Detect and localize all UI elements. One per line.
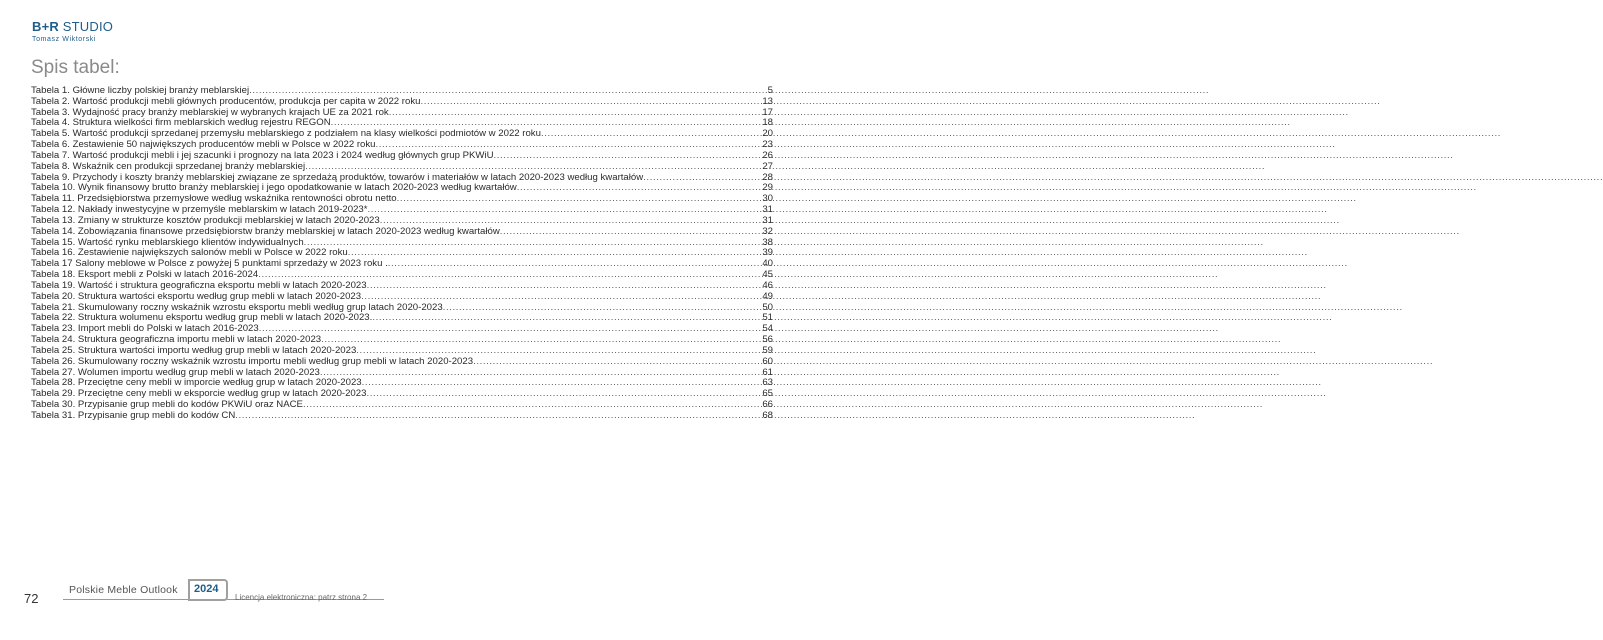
toc-entry-label: Tabela 7. Wartość produkcji mebli i jej szacunki i prognozy na lata 2023 i 2024 według głównych grup PKWiU <box>31 149 494 161</box>
toc-entry-label: Tabela 13. Zmiany w strukturze kosztów produkcji meblarskiej w latach 2020-2023 <box>31 214 380 226</box>
toc-entry-page: 31 <box>762 204 773 216</box>
toc-entry-label: Tabela 15. Wartość rynku meblarskiego klientów indywidualnych <box>31 236 304 248</box>
toc-entry-label: Tabela 31. Przypisanie grup mebli do kodów CN <box>31 409 236 421</box>
toc-entry-label: Tabela 20. Struktura wartości eksportu według grup mebli w latach 2020-2023 <box>31 290 362 302</box>
table-of-contents <box>31 86 773 422</box>
toc-entry-label: Tabela 18. Eksport mebli z Polski w latach 2016-2024 <box>31 269 259 281</box>
toc-entry-page: 20 <box>762 128 773 140</box>
toc-entry-page: 18 <box>762 117 773 129</box>
toc-entry-label: Tabela 9. Przychody i koszty branży meblarskiej związane ze sprzedażą produktów, towarów i materiałów w latach 2020-2023 według kwartałów <box>31 171 644 183</box>
toc-entry-page: 28 <box>762 171 773 183</box>
publication-year: 2024 <box>194 583 219 595</box>
toc-entry-page: 50 <box>762 301 773 313</box>
toc-entry-page: 66 <box>762 399 773 410</box>
year-badge <box>188 579 228 601</box>
toc-leader-dots <box>305 162 761 173</box>
toc-entry[interactable] <box>31 357 773 368</box>
toc-entry-page: 40 <box>762 258 773 270</box>
toc-entry-page: 46 <box>762 279 773 291</box>
toc-entry-page: 61 <box>762 366 773 378</box>
toc-entry-page: 27 <box>762 160 773 172</box>
toc-entry-page: 56 <box>762 334 773 346</box>
toc-entry-page: 29 <box>762 182 773 194</box>
toc-leader-dots <box>473 357 761 368</box>
toc-entry-label: Tabela 5. Wartość produkcji sprzedanej przemysłu meblarskiego z podziałem na klasy wielkości podmiotów w 2022 roku <box>31 128 541 140</box>
toc-entry-page: 45 <box>762 269 773 281</box>
toc-entry-page: 13 <box>762 95 773 107</box>
toc-leader-dots <box>235 411 761 422</box>
toc-entry-label: Tabela 11. Przedsiębiorstwa przemysłowe według wskaźnika rentowności obrotu netto <box>31 193 397 205</box>
license-note: Licencja elektroniczna: patrz strona 2 <box>235 593 368 602</box>
toc-entry-page: 68 <box>762 409 773 421</box>
toc-entry-label: Tabela 29. Przeciętne ceny mebli w eksporcie według grup w latach 2020-2023 <box>31 388 367 400</box>
toc-entry-label: Tabela 12. Nakłady inwestycyjne w przemyśle meblarskim w latach 2019-2023* <box>31 204 368 216</box>
logo-wordmark <box>32 20 113 34</box>
toc-entry-page: 38 <box>762 236 773 248</box>
toc-entry-label: Tabela 26. Skumulowany roczny wskaźnik wzrostu importu mebli według grup mebli w latach 2020-2023 <box>31 355 474 367</box>
toc-leader-dots <box>500 227 762 238</box>
toc-entry-page: 59 <box>762 344 773 356</box>
toc-entry-label: Tabela 28. Przeciętne ceny mebli w imporcie według grup w latach 2020-2023 <box>31 377 362 389</box>
toc-entry-page: 54 <box>762 323 773 335</box>
toc-entry-label: Tabela 1. Główne liczby polskiej branży meblarskiej <box>31 84 250 96</box>
page-number: 72 <box>24 591 39 606</box>
toc-entry-label: Tabela 10. Wynik finansowy brutto branży meblarskiej i jego opodatkowanie w latach 2020-2023 według kwartałów <box>31 182 517 194</box>
toc-entry-label: Tabela 6. Zestawienie 50 największych producentów mebli w Polsce w 2022 roku <box>31 139 376 151</box>
logo-studio: STUDIO <box>62 19 114 34</box>
toc-entry-label: Tabela 27. Wolumen importu według grup mebli w latach 2020-2023 <box>31 366 320 378</box>
toc-entry-label: Tabela 30. Przypisanie grup mebli do kodów PKWiU oraz NACE <box>31 399 303 410</box>
logo-brand: B+R <box>32 19 59 34</box>
toc-entry[interactable] <box>31 411 773 422</box>
publication-name: Polskie Meble Outlook <box>69 584 178 596</box>
toc-entry-page: 26 <box>762 149 773 161</box>
toc-entry-page: 23 <box>762 139 773 151</box>
toc-entry-label: Tabela 3. Wydajność pracy branży meblarskiej w wybranych krajach UE za 2021 rok <box>31 106 389 118</box>
toc-entry-label: Tabela 23. Import mebli do Polski w latach 2016-2023 <box>31 323 259 335</box>
toc-entry-page: 39 <box>762 247 773 259</box>
toc-entry-label: Tabela 4. Struktura wielkości firm meblarskich według rejestru REGON <box>31 117 331 129</box>
toc-entry-label: Tabela 2. Wartość produkcji mebli głównych producentów, produkcja per capita w 2022 roku <box>31 95 421 107</box>
toc-entry-page: 31 <box>762 214 773 226</box>
toc-entry-page: 17 <box>762 106 773 118</box>
toc-entry-label: Tabela 25. Struktura wartości importu według grup mebli w latach 2020-2023 <box>31 344 357 356</box>
toc-entry-label: Tabela 16. Zestawienie największych salonów mebli w Polsce w 2022 roku <box>31 247 348 259</box>
page-title: Spis tabel: <box>31 57 120 78</box>
toc-entry-label: Tabela 17 Salony meblowe w Polsce z powyżej 5 punktami sprzedaży w 2023 roku . <box>31 258 388 270</box>
toc-entry[interactable] <box>31 162 773 173</box>
toc-entry-page: 60 <box>762 355 773 367</box>
toc-entry-page: 30 <box>762 193 773 205</box>
toc-entry-page: 63 <box>762 377 773 389</box>
toc-entry-page: 51 <box>762 312 773 324</box>
toc-entry-label: Tabela 21. Skumulowany roczny wskaźnik wzrostu eksportu mebli według grup latach 2020-2023 <box>31 301 443 313</box>
toc-entry-label: Tabela 14. Zobowiązania finansowe przedsiębiorstw branży meblarskiej w latach 2020-2023 według kwartałów <box>31 225 500 237</box>
page-footer <box>0 578 400 618</box>
toc-entry-label: Tabela 24. Struktura geograficzna importu mebli w latach 2020-2023 <box>31 334 322 346</box>
toc-entry-label: Tabela 8. Wskaźnik cen produkcji sprzedanej branży meblarskiej <box>31 160 306 172</box>
toc-entry[interactable] <box>31 227 773 238</box>
toc-entry[interactable] <box>31 292 773 303</box>
toc-entry-page: 65 <box>762 388 773 400</box>
logo-author: Tomasz Wiktorski <box>32 36 97 43</box>
toc-entry-page: 49 <box>762 290 773 302</box>
toc-entry-label: Tabela 22. Struktura wolumenu eksportu według grup mebli w latach 2020-2023. <box>31 312 373 324</box>
toc-entry-label: Tabela 19. Wartość i struktura geograficzna eksportu mebli w latach 2020-2023 <box>31 279 367 291</box>
toc-entry-page: 32 <box>762 225 773 237</box>
toc-entry-page: 5 <box>767 84 773 96</box>
toc-leader-dots <box>361 292 761 303</box>
studio-logo <box>32 20 113 45</box>
